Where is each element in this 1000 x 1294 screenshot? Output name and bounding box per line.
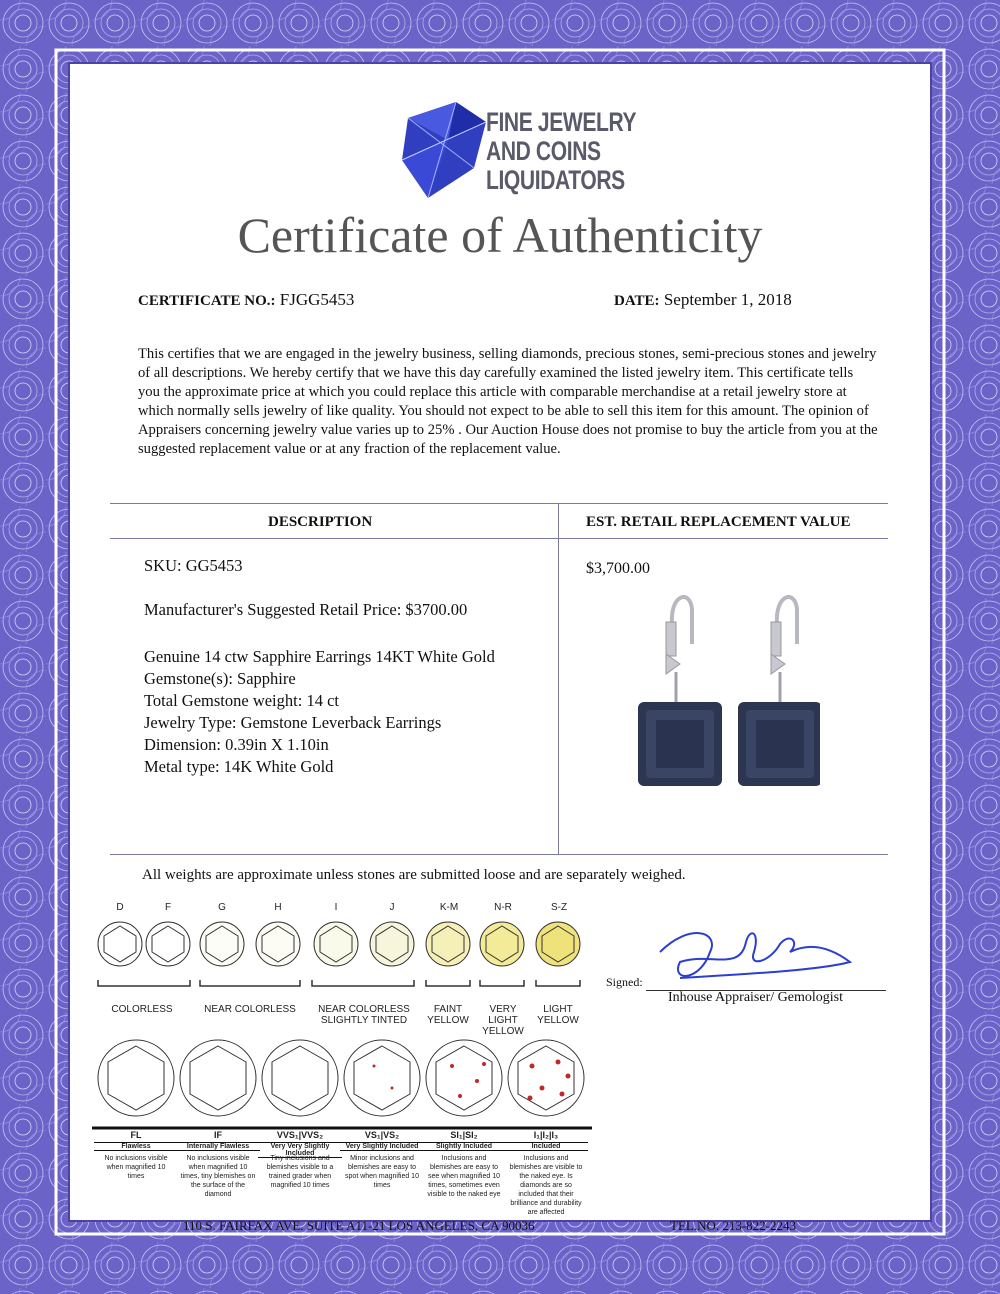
signature-image xyxy=(650,912,860,992)
diamond-icon xyxy=(370,922,414,966)
detail-line: Gemstone(s): Sapphire xyxy=(144,669,296,688)
clarity-name: Very Slightly Included xyxy=(340,1142,424,1151)
detail-line: Metal type: 14K White Gold xyxy=(144,757,334,776)
value-header: EST. RETAIL REPLACEMENT VALUE xyxy=(586,514,851,530)
diamond-icon xyxy=(536,922,580,966)
signed-label: Signed: xyxy=(606,975,643,989)
clarity-name: Very Very Slightly Included xyxy=(258,1142,342,1158)
clarity-desc: Inclusions and blemishes are visible to the naked eye. Is diamonds are so included that their brilliance and durability are affected xyxy=(509,1155,583,1216)
color-group-label: NEAR COLORLESS xyxy=(204,1004,296,1015)
intro-paragraph: This certifies that we are engaged in the jewelry business, selling diamonds, precious stones, semi-precious stones and jewelry of all descriptions. We hereby certify that we have this day carefully examined the listed jewelry item. This certificate tells you the approximate price at which you could replace this article with comparable merchandise at a retail jewelry store at which normally sells jewelry of like quality. You should not expect to be able to sell this item for this amount. The opinion of Appraisers concerning jewelry value varies up to 25% . Our Auction House does not promise to buy the article from you at the suggested replacement value or at any fraction of the replacement value. xyxy=(138,346,878,457)
clarity-diamond-icon xyxy=(180,1040,256,1116)
certificate-number xyxy=(138,290,354,310)
detail-line: Total Gemstone weight: 14 ct xyxy=(144,691,339,710)
clarity-desc: No inclusions visible when magnified 10 times, tiny blemishes on the surface of the diamond xyxy=(180,1155,256,1198)
color-group-label: NEAR COLORLESS SLIGHTLY TINTED xyxy=(318,1004,410,1026)
clarity-name: Internally Flawless xyxy=(176,1142,260,1151)
footer-phone: TEL.NO. 213-822-2243 xyxy=(670,1218,797,1233)
clarity-diamond-icon xyxy=(344,1040,420,1116)
earrings-image xyxy=(610,584,820,814)
detail-line: Genuine 14 ctw Sapphire Earrings 14KT White Gold xyxy=(144,647,495,666)
sku: SKU: GG5453 xyxy=(144,556,243,575)
date-label: DATE: xyxy=(614,293,660,309)
diamond-icon xyxy=(200,922,244,966)
clarity-diamond-icon xyxy=(98,1040,174,1116)
color-group-label: COLORLESS xyxy=(111,1004,173,1015)
clarity-diamond-icon xyxy=(508,1040,584,1116)
page-title: Certificate of Authenticity xyxy=(237,207,763,263)
clarity-desc: No inclusions visible when magnified 10 times xyxy=(104,1155,168,1180)
date-value: September 1, 2018 xyxy=(663,290,792,309)
clarity-desc: Inclusions and blemishes are easy to see when magnified 10 times, sometimes even visible to the naked eye xyxy=(427,1155,501,1198)
certificate-number-label: CERTIFICATE NO.: xyxy=(138,293,276,309)
msrp: Manufacturer's Suggested Retail Price: $3700.00 xyxy=(144,600,468,619)
diamond-grading-chart xyxy=(92,896,592,1216)
grade-label: D xyxy=(116,902,124,913)
header-divider xyxy=(110,538,888,539)
logo-line-3: LIQUIDATORS xyxy=(486,165,625,195)
color-group-label: LIGHT YELLOW xyxy=(537,1004,579,1026)
item-details xyxy=(144,646,495,778)
color-group-label: VERY LIGHT YELLOW xyxy=(482,1004,524,1037)
diamond-icon xyxy=(480,922,524,966)
grade-label: J xyxy=(389,902,395,913)
clarity-code: VS₁|VS₂ xyxy=(364,1130,400,1140)
detail-line: Jewelry Type: Gemstone Leverback Earrings xyxy=(144,713,442,732)
grade-label: S-Z xyxy=(550,902,568,913)
clarity-code: IF xyxy=(214,1130,222,1140)
description-table xyxy=(110,503,888,855)
clarity-name: Slightly Included xyxy=(422,1142,506,1151)
clarity-diamond-icon xyxy=(426,1040,502,1116)
grade-label: N-R xyxy=(494,902,512,913)
weights-note: All weights are approximate unless stones are submitted loose and are separately weighed. xyxy=(142,867,686,883)
clarity-code: VVS₁|VVS₂ xyxy=(276,1130,324,1140)
grade-label: I xyxy=(334,902,338,913)
clarity-name: Included xyxy=(504,1142,588,1151)
clarity-diamonds-row xyxy=(92,1036,592,1136)
earring-right xyxy=(738,597,820,786)
clarity-desc: Tiny inclusions and blemishes visible to a trained grader when magnified 10 times xyxy=(266,1155,334,1189)
grade-label: H xyxy=(274,902,282,913)
diamond-icon xyxy=(426,922,470,966)
grade-label: G xyxy=(218,902,226,913)
detail-line: Dimension: 0.39in X 1.10in xyxy=(144,735,329,754)
appraiser-title: Inhouse Appraiser/ Gemologist xyxy=(668,990,843,1005)
earring-left xyxy=(638,597,722,786)
logo-line-1: FINE JEWELRY xyxy=(486,107,637,137)
clarity-desc: Minor inclusions and blemishes are easy to spot when magnified 10 times xyxy=(345,1155,419,1189)
diamond-icon xyxy=(256,922,300,966)
diamond-icon xyxy=(98,922,142,966)
column-divider xyxy=(558,504,559,854)
footer-address: 110 S. FAIRFAX AVE. SUITE A11-21 LOS ANGELES, CA 90036 xyxy=(183,1218,535,1233)
color-group-label: FAINT YELLOW xyxy=(427,1004,469,1026)
color-diamonds-row xyxy=(92,920,592,1010)
logo-text xyxy=(486,108,636,195)
clarity-code: I₁|I₂|I₃ xyxy=(533,1130,559,1140)
clarity-code: FL xyxy=(130,1130,142,1140)
replacement-value: $3,700.00 xyxy=(586,560,650,577)
diamond-icon xyxy=(314,922,358,966)
grade-label: K-M xyxy=(439,902,459,913)
clarity-diamond-icon xyxy=(262,1040,338,1116)
clarity-name: Flawless xyxy=(94,1142,178,1151)
logo-line-2: AND COINS xyxy=(486,136,601,166)
description-header: DESCRIPTION xyxy=(268,514,373,530)
clarity-code: SI₁|SI₂ xyxy=(450,1130,478,1140)
certificate-date xyxy=(614,290,792,310)
grade-label: F xyxy=(164,902,172,913)
diamond-icon xyxy=(146,922,190,966)
certificate-number-value: FJGG5453 xyxy=(279,290,355,309)
